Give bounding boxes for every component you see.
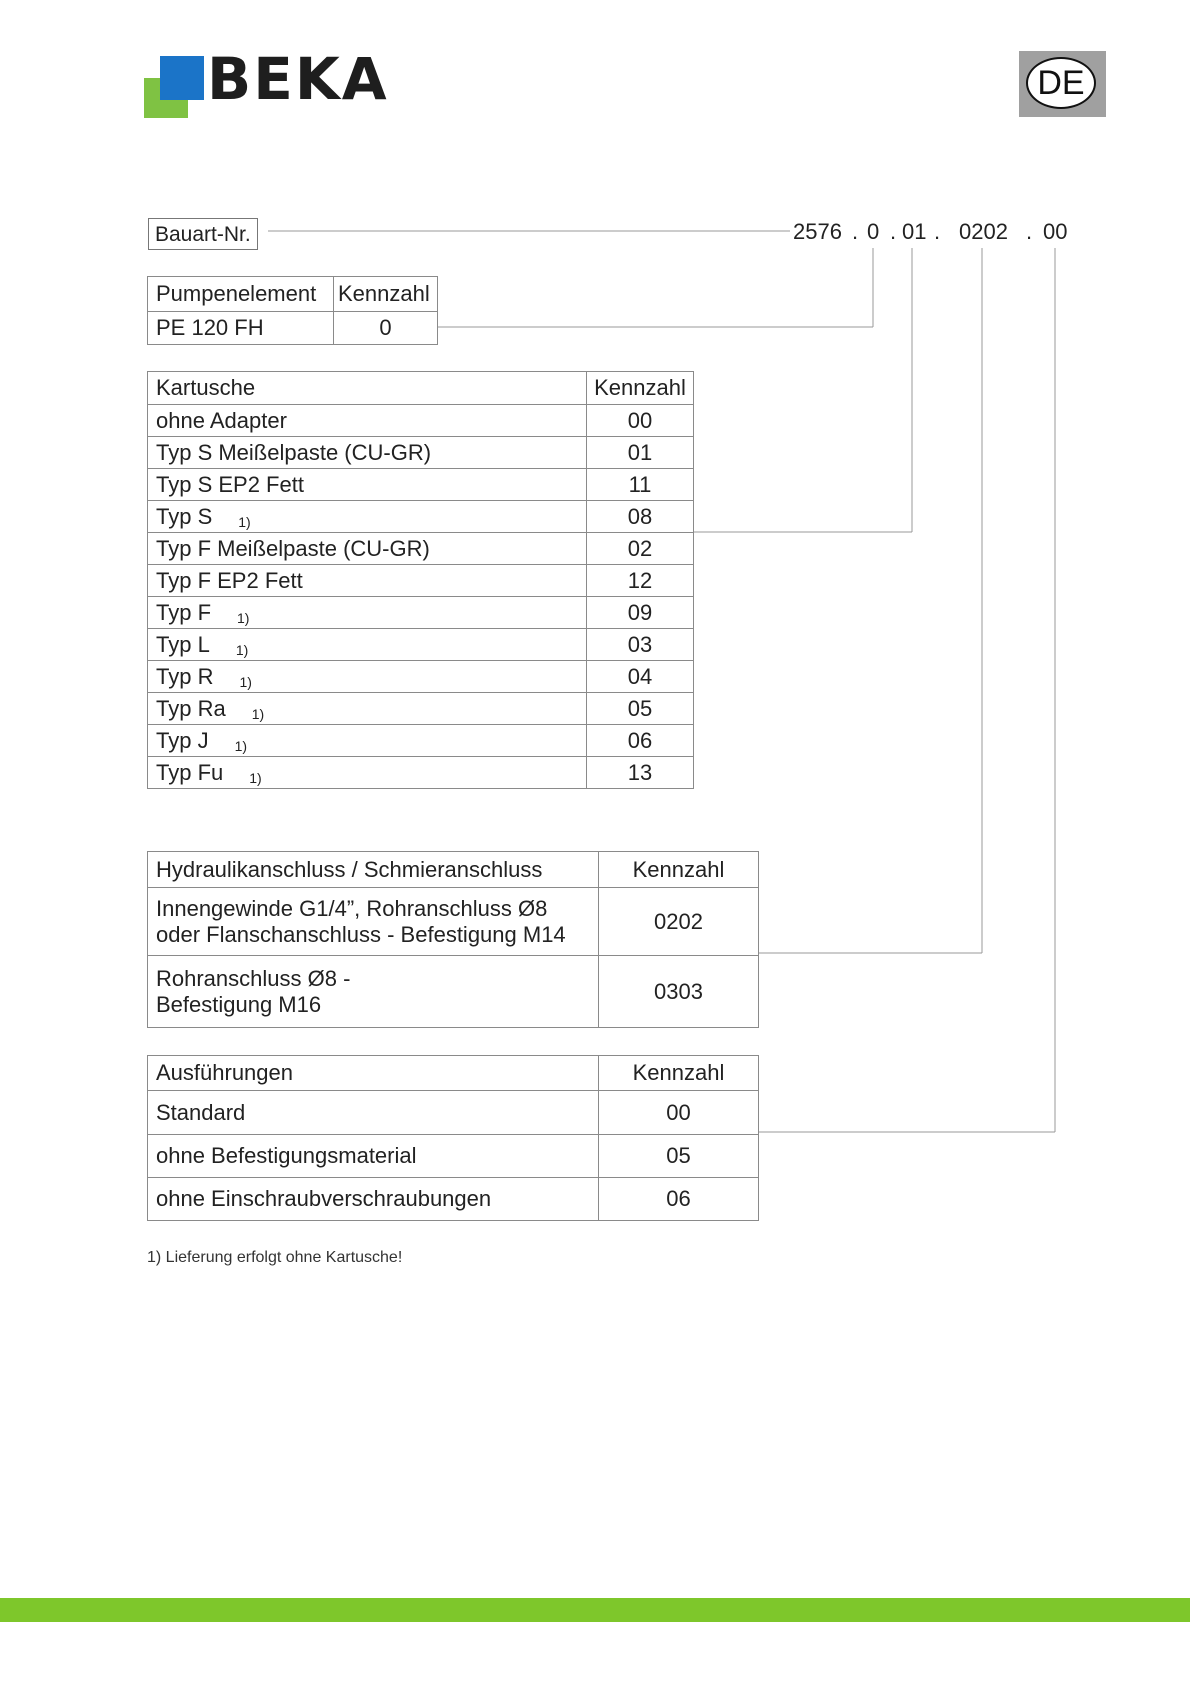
table-row — [148, 469, 694, 501]
cartridge-label: Typ Ra — [156, 695, 226, 721]
hydraulic-line1: Rohranschluss Ø8 - — [156, 965, 351, 991]
version-label: ohne Befestigungsmaterial — [148, 1135, 599, 1178]
cartridge-code: 03 — [587, 629, 694, 661]
cartridge-label: Typ S EP2 Fett — [156, 471, 304, 497]
code-dot: . — [852, 219, 859, 244]
table-row — [148, 629, 694, 661]
footer-bar — [0, 1598, 1190, 1622]
table-row — [148, 693, 694, 725]
cartridge-label: Typ F EP2 Fett — [156, 567, 303, 593]
cartridge-code: 05 — [587, 693, 694, 725]
code-part-version: 00 — [1043, 219, 1068, 244]
cartridge-code: 09 — [587, 597, 694, 629]
hydraulic-header-label: Hydraulikanschluss / Schmieranschluss — [148, 852, 599, 888]
footnote-marker: 1) — [234, 737, 248, 754]
pump-row-label: PE 120 FH — [148, 312, 334, 345]
version-label: ohne Einschraubverschraubungen — [148, 1178, 599, 1221]
cartridge-label: Typ L — [156, 631, 210, 657]
version-code: 05 — [599, 1135, 759, 1178]
cartridge-label: Typ F Meißelpaste (CU-GR) — [156, 535, 430, 561]
cartridge-code: 13 — [587, 757, 694, 789]
table-row — [148, 888, 759, 956]
table-row — [148, 533, 694, 565]
pump-header-code: Kennzahl — [334, 277, 438, 312]
country-badge — [1019, 51, 1106, 117]
code-part-pump: 0 — [867, 219, 880, 244]
logo-text: BEKA — [207, 45, 389, 113]
pump-row-code: 0 — [334, 312, 438, 345]
cartridge-code: 08 — [587, 501, 694, 533]
footnote-marker: 1) — [251, 705, 265, 722]
cartridge-label: Typ R — [156, 663, 214, 689]
hydraulic-code: 0202 — [599, 888, 759, 956]
code-dot: . — [1026, 219, 1033, 244]
footnote: 1) Lieferung erfolgt ohne Kartusche! — [147, 1249, 403, 1266]
cartridge-header-label: Kartusche — [148, 372, 587, 405]
cartridge-label: Typ F — [156, 599, 212, 625]
table-row — [148, 956, 759, 1028]
cartridge-code: 01 — [587, 437, 694, 469]
cartridge-label: Typ S Meißelpaste (CU-GR) — [156, 439, 432, 465]
table-row — [148, 1178, 759, 1221]
cartridge-label: Typ J — [156, 727, 209, 753]
hydraulic-line2: Befestigung M16 — [156, 991, 322, 1017]
code-part-cartridge: 01 — [902, 219, 927, 244]
version-code: 06 — [599, 1178, 759, 1221]
footnote-marker: 1) — [249, 769, 262, 786]
cartridge-code: 02 — [587, 533, 694, 565]
table-row — [148, 725, 694, 757]
cartridge-code: 04 — [587, 661, 694, 693]
table-row — [148, 597, 694, 629]
footnote-marker: 1) — [235, 641, 249, 658]
logo-blue-square — [160, 56, 204, 100]
version-header-code: Kennzahl — [599, 1056, 759, 1091]
cartridge-label: ohne Adapter — [156, 407, 287, 433]
hydraulic-header-code: Kennzahl — [599, 852, 759, 888]
country-badge-label: DE — [1026, 57, 1096, 109]
hydraulic-line2: oder Flanschanschluss - Befestigung M14 — [156, 921, 566, 947]
hydraulic-line1: Innengewinde G1/4”, Rohranschluss Ø8 — [156, 895, 548, 921]
pump-header-label: Pumpenelement — [148, 277, 334, 312]
code-part-base: 2576 — [793, 219, 842, 244]
version-label: Standard — [148, 1091, 599, 1135]
table-row — [148, 501, 694, 533]
bauart-label: Bauart-Nr. — [148, 218, 258, 250]
hydraulic-code: 0303 — [599, 956, 759, 1028]
table-row — [148, 565, 694, 597]
table-row — [148, 1091, 759, 1135]
table-row — [148, 437, 694, 469]
hydraulic-table — [147, 851, 759, 1028]
code-part-hydraulic: 0202 — [959, 219, 1008, 244]
version-header-label: Ausführungen — [148, 1056, 599, 1091]
footnote-marker: 1) — [238, 513, 251, 530]
cartridge-code: 00 — [587, 405, 694, 437]
footnote-marker: 1) — [239, 673, 252, 690]
version-table — [147, 1055, 759, 1221]
table-row — [148, 757, 694, 789]
code-dot: . — [934, 219, 941, 244]
pump-element-table — [147, 276, 438, 345]
table-row — [148, 661, 694, 693]
version-code: 00 — [599, 1091, 759, 1135]
code-dot: . — [890, 219, 897, 244]
table-row — [148, 1135, 759, 1178]
cartridge-code: 06 — [587, 725, 694, 757]
footnote-marker: 1) — [237, 609, 250, 626]
cartridge-label: Typ Fu — [156, 759, 224, 785]
cartridge-code: 11 — [587, 469, 694, 501]
cartridge-code: 12 — [587, 565, 694, 597]
cartridge-header-code: Kennzahl — [587, 372, 694, 405]
cartridge-table — [147, 371, 694, 789]
table-row — [148, 405, 694, 437]
cartridge-label: Typ S — [156, 503, 213, 529]
